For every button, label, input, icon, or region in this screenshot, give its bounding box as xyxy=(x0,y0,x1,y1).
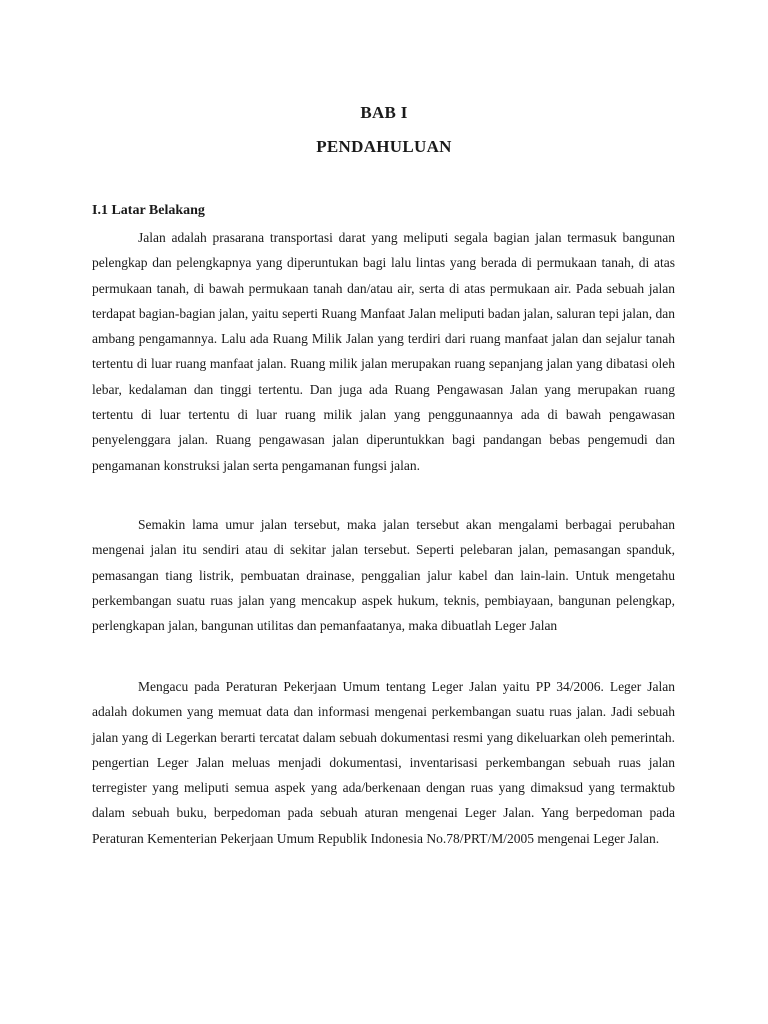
paragraph-block-1 xyxy=(92,225,675,478)
paragraph-block-2 xyxy=(92,512,675,638)
paragraph: Semakin lama umur jalan tersebut, maka jalan tersebut akan mengalami berbagai perubahan mengenai jalan itu sendiri atau di sekitar jalan tersebut. Seperti pelebaran jalan, pemasangan spanduk, pemasangan tiang listrik, pembuatan drainase, penggalian jalur kabel dan lain-lain. Untuk mengetahu perkembangan suatu ruas jalan yang mencakup aspek hukum, teknis, pembiayaan, bangunan pelengkap, perlengkapan jalan, bangunan utilitas dan pemanfaatanya, maka dibuatlah Leger Jalan xyxy=(92,517,675,634)
chapter-title: PENDAHULUAN xyxy=(316,137,452,156)
chapter-number: BAB I xyxy=(360,103,408,122)
paragraph: Mengacu pada Peraturan Pekerjaan Umum tentang Leger Jalan yaitu PP 34/2006. Leger Jalan adalah dokumen yang memuat data dan informasi mengenai perkembangan suatu ruas jalan. Jadi sebuah jalan yang di Legerkan berarti tercatat dalam sebuah dokumentasi resmi yang dikeluarkan oleh pemerintah. pengertian Leger Jalan meluas menjadi dokumentasi, inventarisasi perkembangan sebuah ruas jalan terregister yang meliputi semua aspek yang ada/berkenaan dengan ruas yang dimaksud yang termaktub dalam sebuah buku, berpedoman pada sebuah aturan mengenai Leger Jalan. Yang berpedoman pada Peraturan Kementerian Pekerjaan Umum Republik Indonesia No.78/PRT/M/2005 mengenai Leger Jalan. xyxy=(92,679,675,846)
paragraph: Jalan adalah prasarana transportasi darat yang meliputi segala bagian jalan termasuk bangunan pelengkap dan pelengkapnya yang diperuntukan bagi lalu lintas yang berada di permukaan tanah, di atas permukaan tanah, di bawah permukaan tanah dan/atau air, serta di atas permukaan air. Pada sebuah jalan terdapat bagian-bagian jalan, yaitu seperti Ruang Manfaat Jalan meliputi badan jalan, saluran tepi jalan, dan ambang pengamannya. Lalu ada Ruang Milik Jalan yang terdiri dari ruang manfaat jalan dan sejalur tanah tertentu di luar ruang manfaat jalan. Ruang milik jalan merupakan ruang sepanjang jalan yang dibatasi oleh lebar, kedalaman dan tinggi tertentu. Dan juga ada Ruang Pengawasan Jalan yang merupakan ruang tertentu di luar tertentu di luar ruang milik jalan yang penggunaannya ada di bawah pengawasan penyelenggara jalan. Ruang pengawasan jalan diperuntukkan bagi pandangan bebas pengemudi dan pengamanan konstruksi jalan serta pengamanan fungsi jalan. xyxy=(92,230,675,473)
section-title: I.1 Latar Belakang xyxy=(92,203,205,218)
paragraph-block-3 xyxy=(92,674,675,851)
